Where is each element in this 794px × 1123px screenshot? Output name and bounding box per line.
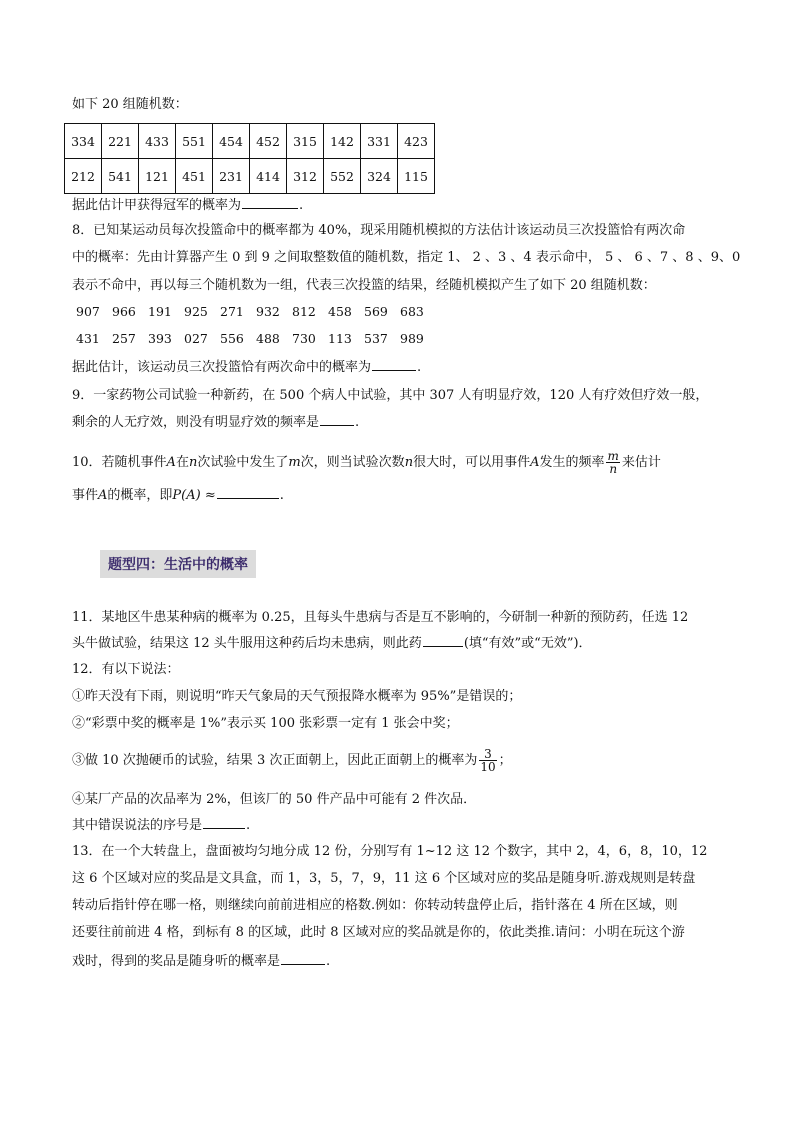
q11-line-2: 头牛做试验，结果这 12 头牛服用这种药后均未患病，则此药 (填“有效”或“无效”)． xyxy=(72,636,592,651)
q8-line-3: 表示不命中，再以每三个随机数为一组，代表三次投篮的结果，经随机模拟产生了如下 20 组随机数： xyxy=(72,278,656,293)
q9-line-2: 剩余的人无疗效，则没有明显疗效的频率是 . xyxy=(72,415,360,430)
table-cell: 315 xyxy=(287,124,324,159)
table-cell: 212 xyxy=(65,159,102,194)
table-cell: 433 xyxy=(139,124,176,159)
answer-blank[interactable] xyxy=(203,816,245,829)
table-cell: 334 xyxy=(65,124,102,159)
answer-blank[interactable] xyxy=(217,486,279,499)
q8-random-row-2 xyxy=(76,331,436,346)
random-number: 191 xyxy=(148,304,172,319)
random-number: 257 xyxy=(112,331,136,346)
random-number: 271 xyxy=(220,304,244,319)
q13-line-5: 戏时，得到的奖品是随身听的概率是 . xyxy=(72,954,331,969)
q12-head: 12．有以下说法： xyxy=(72,662,180,677)
table-cell: 221 xyxy=(102,124,139,159)
answer-blank[interactable] xyxy=(372,358,416,371)
table-cell: 115 xyxy=(398,159,435,194)
table-cell: 423 xyxy=(398,124,435,159)
table-cell: 324 xyxy=(361,159,398,194)
q13-line-4: 还要往前前进 4 格，到标有 8 的区域，此时 8 区域对应的奖品就是你的，依此类推.请问：小明在玩这个游 xyxy=(72,925,685,940)
table-cell: 552 xyxy=(324,159,361,194)
answer-blank[interactable] xyxy=(281,952,325,965)
intro-text: 如下 20 组随机数： xyxy=(72,97,188,112)
table-cell: 414 xyxy=(250,159,287,194)
q10-line-2: 事件A的概率，即P(A) ≈ . xyxy=(72,488,284,503)
q10-line-1: 10．若随机事件A在n次试验中发生了m次，则当试验次数n很大时，可以用事件A发生的频率 $\frac{m}{n}$ 来估计 xyxy=(72,449,661,476)
q13-line-1: 13．在一个大转盘上，盘面被均匀地分成 12 份，分别写有 1~12 这 12 个数字，其中 2，4，6，8，10，12 xyxy=(72,844,708,859)
random-number: 907 xyxy=(76,304,100,319)
q8-line-1: 8．已知某运动员每次投篮命中的概率都为 40%，现采用随机模拟的方法估计该运动员三次投篮恰有两次命 xyxy=(72,223,686,238)
table-cell: 312 xyxy=(287,159,324,194)
table-cell: 231 xyxy=(213,159,250,194)
random-number: 925 xyxy=(184,304,208,319)
answer-blank[interactable] xyxy=(320,413,354,426)
random-number: 683 xyxy=(400,304,424,319)
random-number: 537 xyxy=(364,331,388,346)
q7-tail: 据此估计甲获得冠军的概率为 . xyxy=(72,198,304,213)
answer-blank[interactable] xyxy=(242,196,298,209)
table-cell: 331 xyxy=(361,124,398,159)
random-number: 989 xyxy=(400,331,424,346)
random-number: 569 xyxy=(364,304,388,319)
table-cell: 451 xyxy=(176,159,213,194)
random-number: 458 xyxy=(328,304,352,319)
random-number: 966 xyxy=(112,304,136,319)
answer-blank[interactable] xyxy=(423,634,463,647)
table-cell: 454 xyxy=(213,124,250,159)
random-number: 812 xyxy=(292,304,316,319)
table-cell: 541 xyxy=(102,159,139,194)
q12-statement-1: ①昨天没有下雨，则说明“昨天气象局的天气预报降水概率为 95%”是错误的； xyxy=(72,689,522,704)
q12-statement-3: ③做 10 次抛硬币的试验，结果 3 次正面朝上，因此正面朝上的概率为 $\frac{3}{10}$ ； xyxy=(72,747,512,774)
fraction-3-over-10: $\frac{3}{10}$ xyxy=(480,747,496,774)
table-cell: 142 xyxy=(324,124,361,159)
random-number: 113 xyxy=(328,331,352,346)
random-number: 027 xyxy=(184,331,208,346)
table-row xyxy=(65,124,435,159)
section-heading: 题型四：生活中的概率 xyxy=(100,550,256,578)
q9-line-1: 9．一家药物公司试验一种新药，在 500 个病人中试验，其中 307 人有明显疗效，120 人有疗效但疗效一般， xyxy=(72,388,709,403)
random-number: 556 xyxy=(220,331,244,346)
q13-line-2: 这 6 个区域对应的奖品是文具盒，而 1，3，5，7，9，11 这 6 个区域对应的奖品是随身听.游戏规则是转盘 xyxy=(72,871,696,886)
random-number: 488 xyxy=(256,331,280,346)
q8-line-2: 中的概率：先由计算器产生 0 到 9 之间取整数值的随机数，指定 1、 2 、3 、4 表示命中， 5 、 6 、7 、8 、9、0 xyxy=(72,250,741,265)
q11-line-1: 11．某地区牛患某种病的概率为 0.25，且每头牛患病与否是互不影响的，今研制一种新的预防药，任选 12 xyxy=(72,610,689,625)
q12-statement-4: ④某厂产品的次品率为 2%，但该厂的 50 件产品中可能有 2 件次品． xyxy=(72,792,477,807)
q12-tail: 其中错误说法的序号是 . xyxy=(72,818,251,833)
q12-statement-2: ②“彩票中奖的概率是 1%”表示买 100 张彩票一定有 1 张会中奖； xyxy=(72,716,459,731)
q8-line-4: 据此估计，该运动员三次投篮恰有两次命中的概率为 . xyxy=(72,360,422,375)
table-cell: 551 xyxy=(176,124,213,159)
table-cell: 121 xyxy=(139,159,176,194)
table-cell: 452 xyxy=(250,124,287,159)
random-number: 393 xyxy=(148,331,172,346)
fraction-m-over-n: $\frac{m}{n}$ xyxy=(607,449,619,476)
table-row xyxy=(65,159,435,194)
random-number-table xyxy=(64,123,435,194)
q13-line-3: 转动后指针停在哪一格，则继续向前前进相应的格数.例如：你转动转盘停止后，指针落在 4 所在区域，则 xyxy=(72,898,678,913)
random-number: 730 xyxy=(292,331,316,346)
q8-random-row-1 xyxy=(76,304,436,319)
random-number: 431 xyxy=(76,331,100,346)
random-number: 932 xyxy=(256,304,280,319)
